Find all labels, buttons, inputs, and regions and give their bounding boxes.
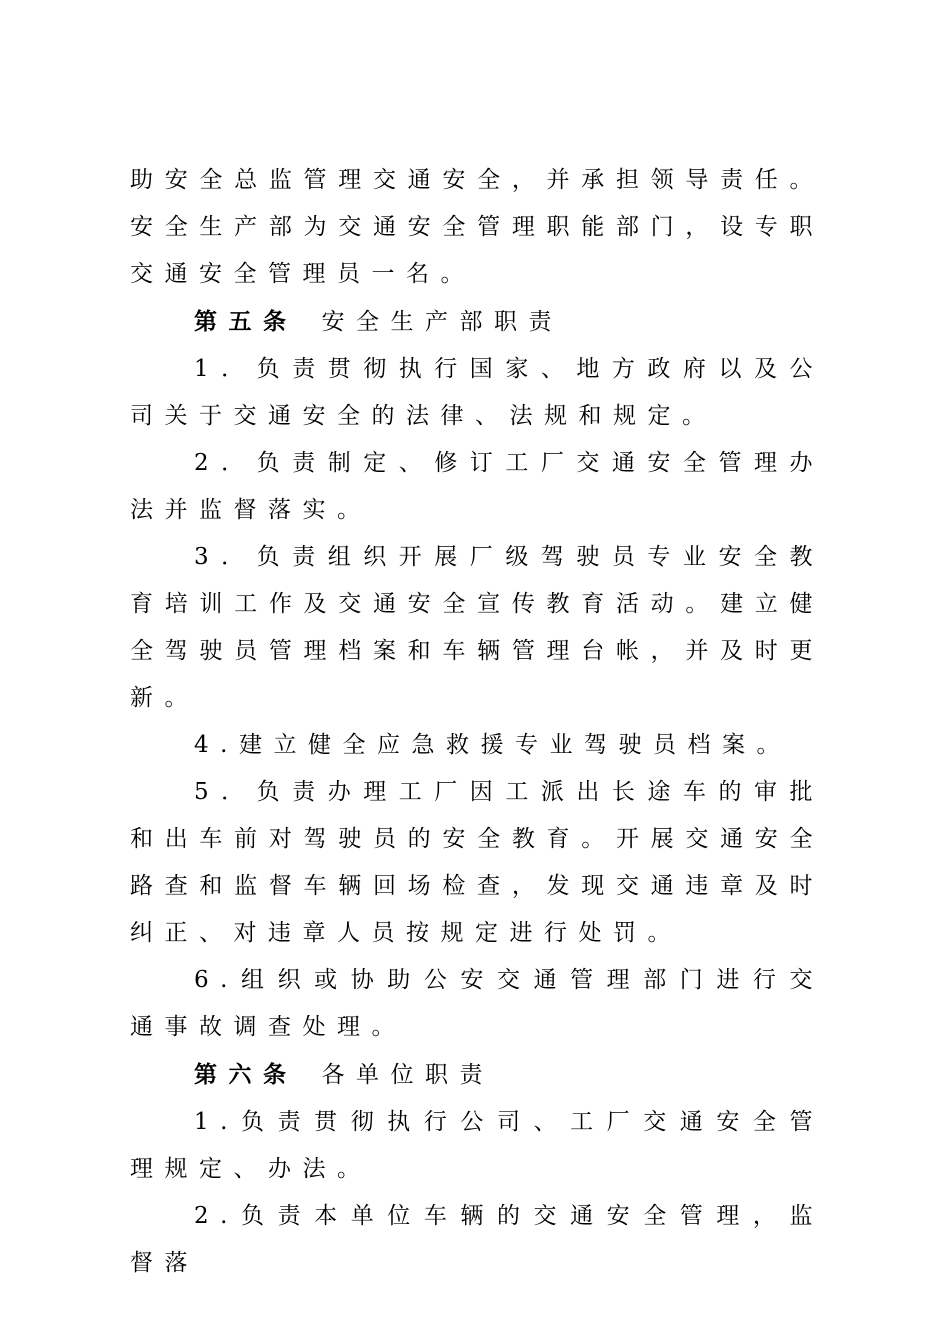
list-item: 2．负责制定、修订工厂交通安全管理办法并监督落实。 — [130, 450, 824, 523]
list-item: 6.组织或协助公安交通管理部门进行交通事故调查处理。 — [130, 967, 824, 1040]
article-title: 各单位职责 — [321, 1062, 494, 1088]
list-item: 5．负责办理工厂因工派出长途车的审批和出车前对驾驶员的安全教育。开展交通安全路查和监督车辆回场检查，发现交通违章及时纠正、对违章人员按规定进行处罚。 — [130, 779, 824, 946]
list-item: 3．负责组织开展厂级驾驶员专业安全教育培训工作及交通安全宣传教育活动。建立健全驾驶员管理档案和车辆管理台帐，并及时更新。 — [130, 544, 824, 711]
document-body — [130, 157, 824, 1287]
list-item: 2.负责本单位车辆的交通安全管理，监督落 — [130, 1203, 824, 1276]
list-item: 4.建立健全应急救援专业驾驶员档案。 — [194, 732, 791, 758]
article-heading-6 — [130, 1051, 824, 1099]
list-item: 1.负责贯彻执行公司、工厂交通安全管理规定、办法。 — [130, 1109, 824, 1182]
article-number: 第六条 — [194, 1061, 298, 1088]
list-item: 1．负责贯彻执行国家、地方政府以及公司关于交通安全的法律、法规和规定。 — [130, 356, 824, 429]
paragraph-intro: 助安全总监管理交通安全，并承担领导责任。安全生产部为交通安全管理职能部门，设专职交通安全管理员一名。 — [130, 167, 824, 287]
article-title: 安全生产部职责 — [321, 309, 563, 335]
article-number: 第五条 — [194, 308, 298, 335]
article-heading-5 — [130, 298, 824, 346]
